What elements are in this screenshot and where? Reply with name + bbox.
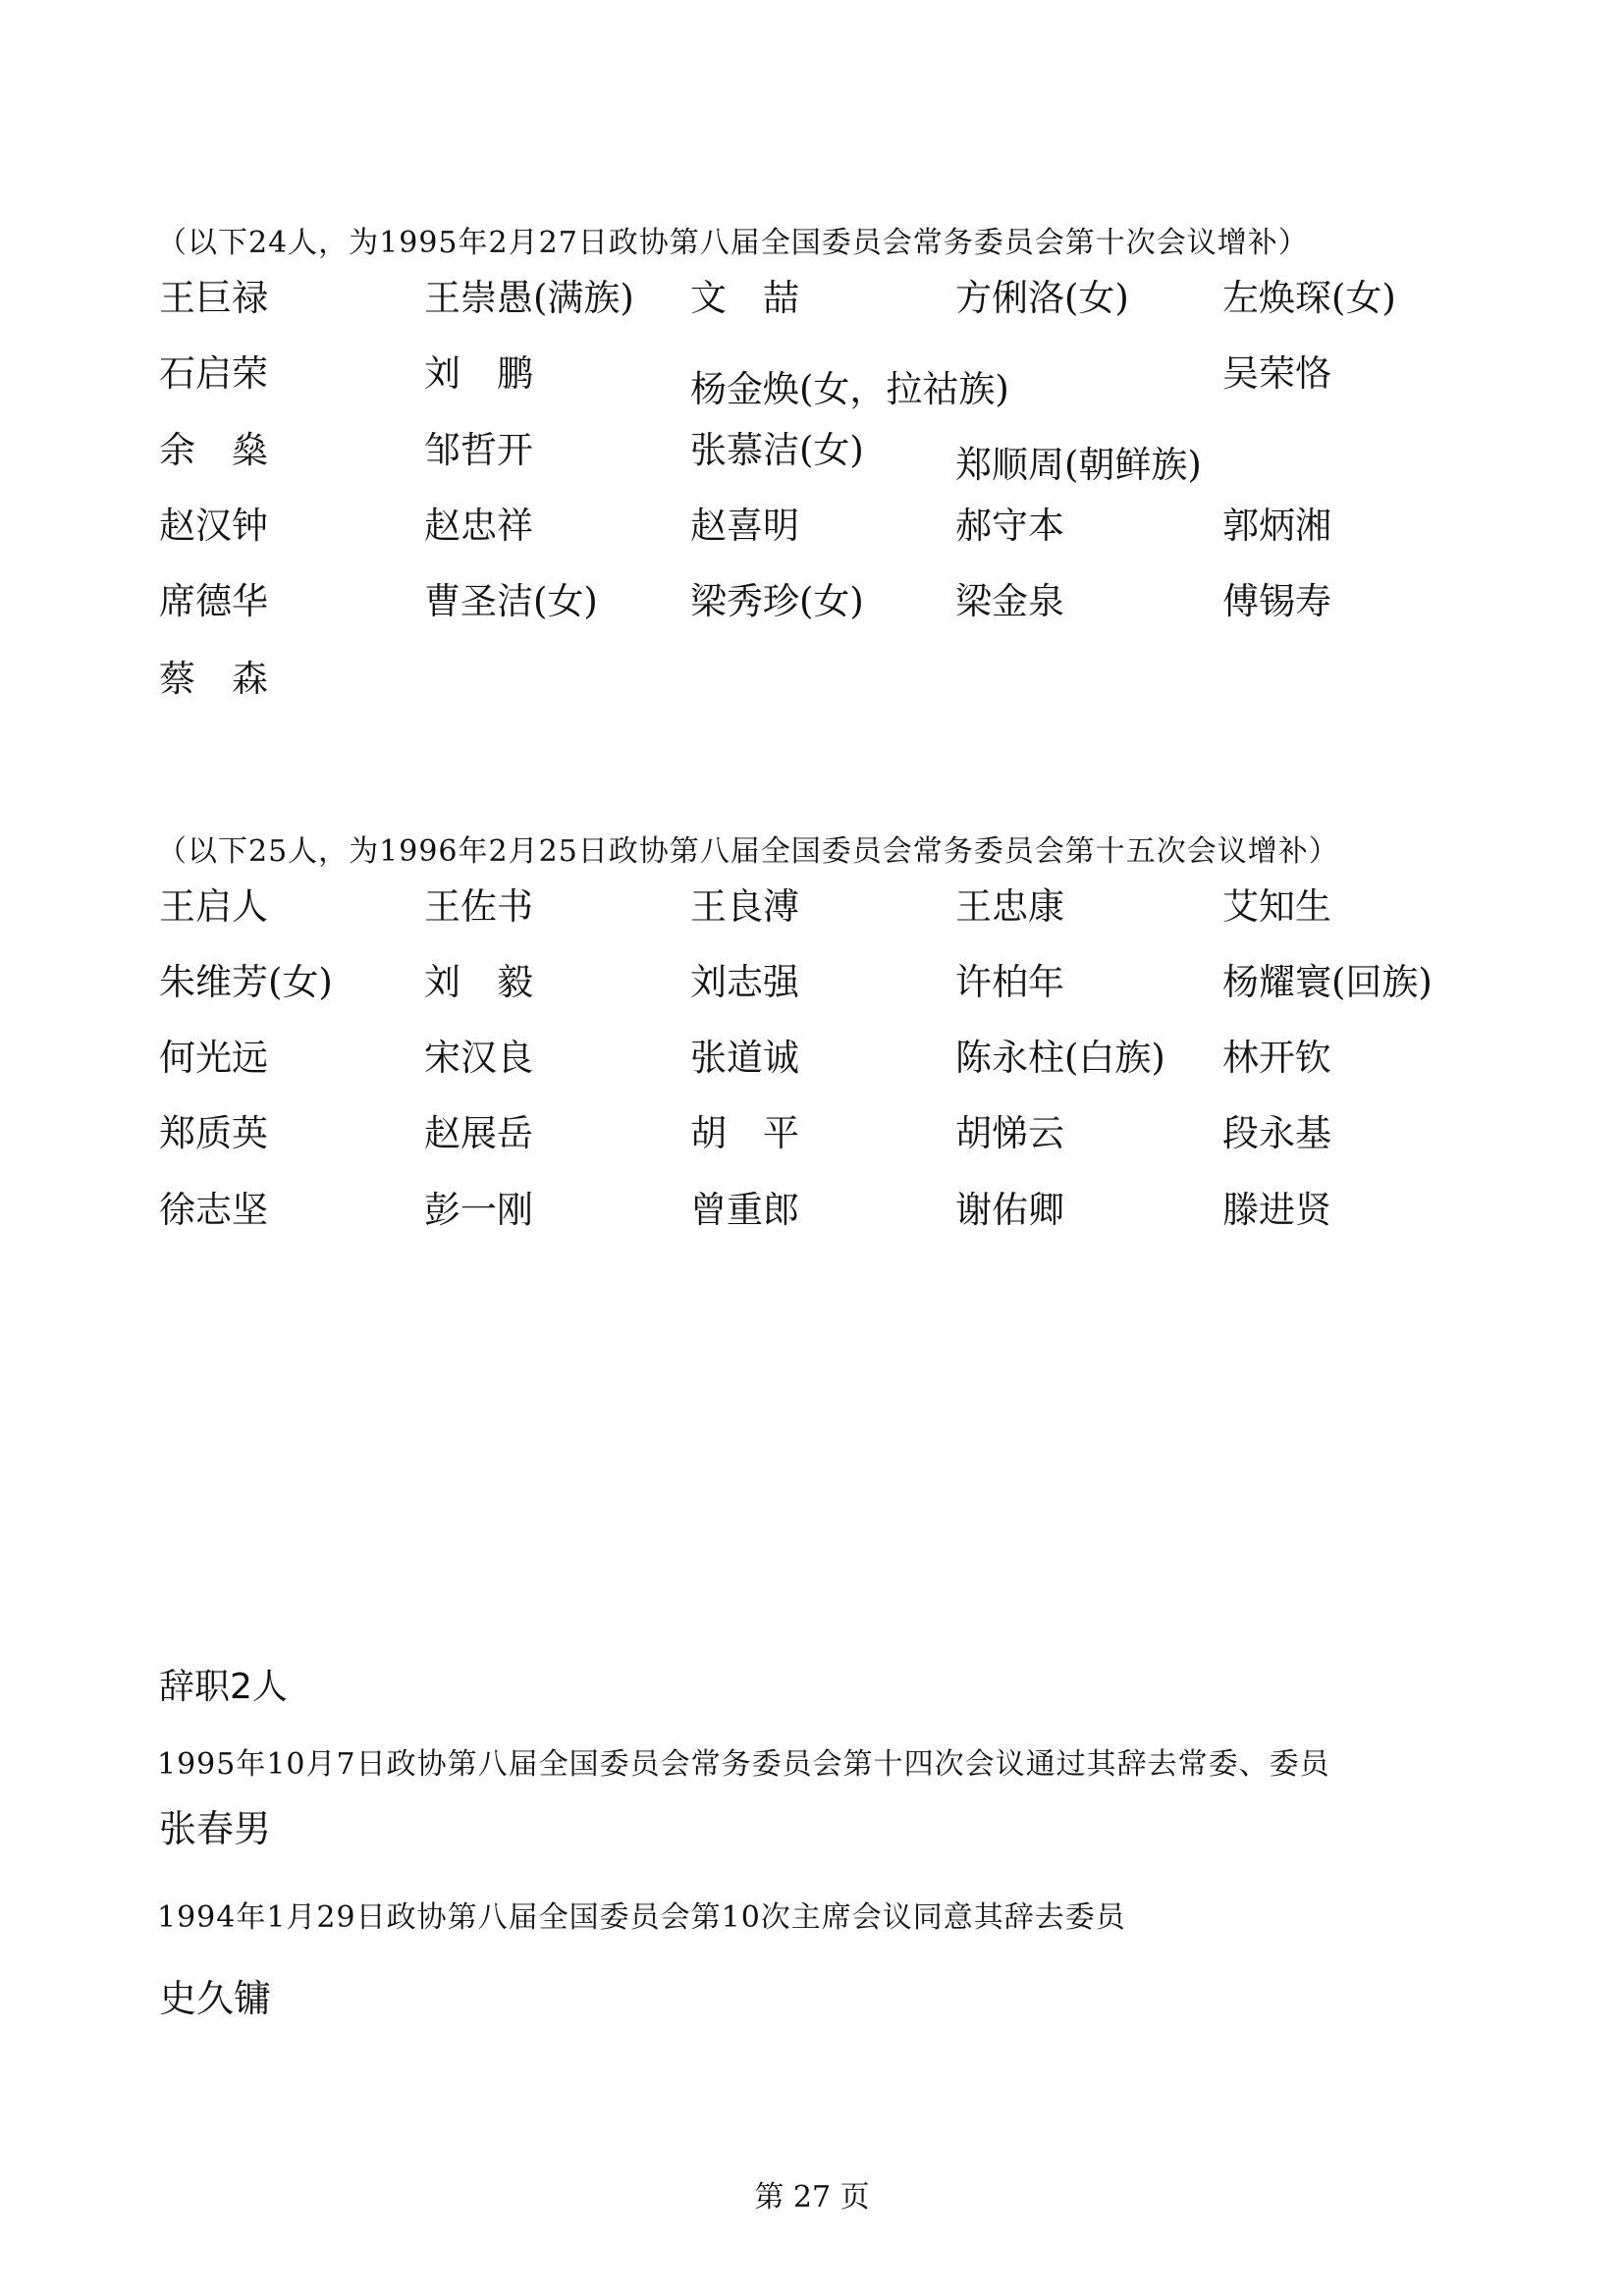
member-name: 王忠康: [955, 885, 1064, 928]
member-name: 王启人: [159, 885, 268, 928]
member-name: 傅锡寿: [1222, 580, 1331, 622]
member-name: 梁秀珍(女): [690, 580, 864, 622]
member-name: 刘 鹏: [424, 352, 533, 395]
member-name: 郑质英: [159, 1112, 268, 1154]
member-name: 左焕琛(女): [1222, 277, 1396, 319]
member-name: 朱维芳(女): [159, 961, 333, 1003]
member-name: 郭炳湘: [1222, 505, 1331, 547]
group2-note: （以下25人，为1996年2月25日政协第八届全国委员会常务委员会第十五次会议增补）: [157, 834, 1339, 869]
member-name: 曾重郎: [690, 1189, 799, 1231]
member-name: 谢佑卿: [955, 1189, 1064, 1231]
member-name: 赵汉钟: [159, 505, 268, 547]
member-name: 艾知生: [1222, 885, 1331, 928]
member-name: 陈永柱(白族): [955, 1037, 1165, 1079]
member-name: 杨耀寰(回族): [1222, 961, 1433, 1003]
member-name: 彭一刚: [424, 1189, 533, 1231]
member-name: 许柏年: [955, 961, 1064, 1003]
member-name: 滕进贤: [1222, 1189, 1331, 1231]
member-name: 胡悌云: [955, 1112, 1064, 1154]
member-name: 徐志坚: [159, 1189, 268, 1231]
member-name: 王崇愚(满族): [424, 277, 634, 319]
member-name: 石启荣: [159, 352, 268, 395]
member-name: 胡 平: [690, 1112, 799, 1154]
resignation-heading: 辞职2人: [159, 1667, 288, 1707]
member-name: 张道诚: [690, 1037, 799, 1079]
member-name: 王良溥: [690, 885, 799, 928]
resignation-note: 1995年10月7日政协第八届全国委员会常务委员会第十四次会议通过其辞去常委、委员: [157, 1747, 1330, 1782]
member-name: 蔡 森: [159, 658, 268, 700]
member-name: 邹哲开: [424, 429, 533, 471]
resignation-note: 1994年1月29日政协第八届全国委员会第10次主席会议同意其辞去委员: [157, 1900, 1126, 1935]
resigned-member-name: 张春男: [159, 1807, 272, 1850]
member-name: 何光远: [159, 1037, 268, 1079]
member-name: 郑顺周(朝鲜族): [955, 444, 1202, 486]
member-name: 段永基: [1222, 1112, 1331, 1154]
page-number: 第 27 页: [754, 2180, 870, 2215]
member-name: 杨金焕(女，拉祜族): [690, 368, 1009, 410]
member-name: 王巨禄: [159, 277, 268, 319]
member-name: 刘志强: [690, 961, 799, 1003]
member-name: 郝守本: [955, 505, 1064, 547]
member-name: 赵展岳: [424, 1112, 533, 1154]
member-name: 宋汉良: [424, 1037, 533, 1079]
member-name: 席德华: [159, 580, 268, 622]
member-name: 王佐书: [424, 885, 533, 928]
member-name: 张慕洁(女): [690, 429, 864, 471]
member-name: 林开钦: [1222, 1037, 1331, 1079]
member-name: 赵喜明: [690, 505, 799, 547]
member-name: 赵忠祥: [424, 505, 533, 547]
member-name: 吴荣恪: [1222, 352, 1331, 395]
member-name: 方俐洛(女): [955, 277, 1129, 319]
resigned-member-name: 史久镛: [159, 1977, 272, 2020]
member-name: 余 燊: [159, 429, 268, 471]
member-name: 曹圣洁(女): [424, 580, 598, 622]
member-name: 文 喆: [690, 277, 799, 319]
member-name: 刘 毅: [424, 961, 533, 1003]
group1-note: （以下24人，为1995年2月27日政协第八届全国委员会常务委员会第十次会议增补）: [157, 226, 1309, 260]
member-name: 梁金泉: [955, 580, 1064, 622]
